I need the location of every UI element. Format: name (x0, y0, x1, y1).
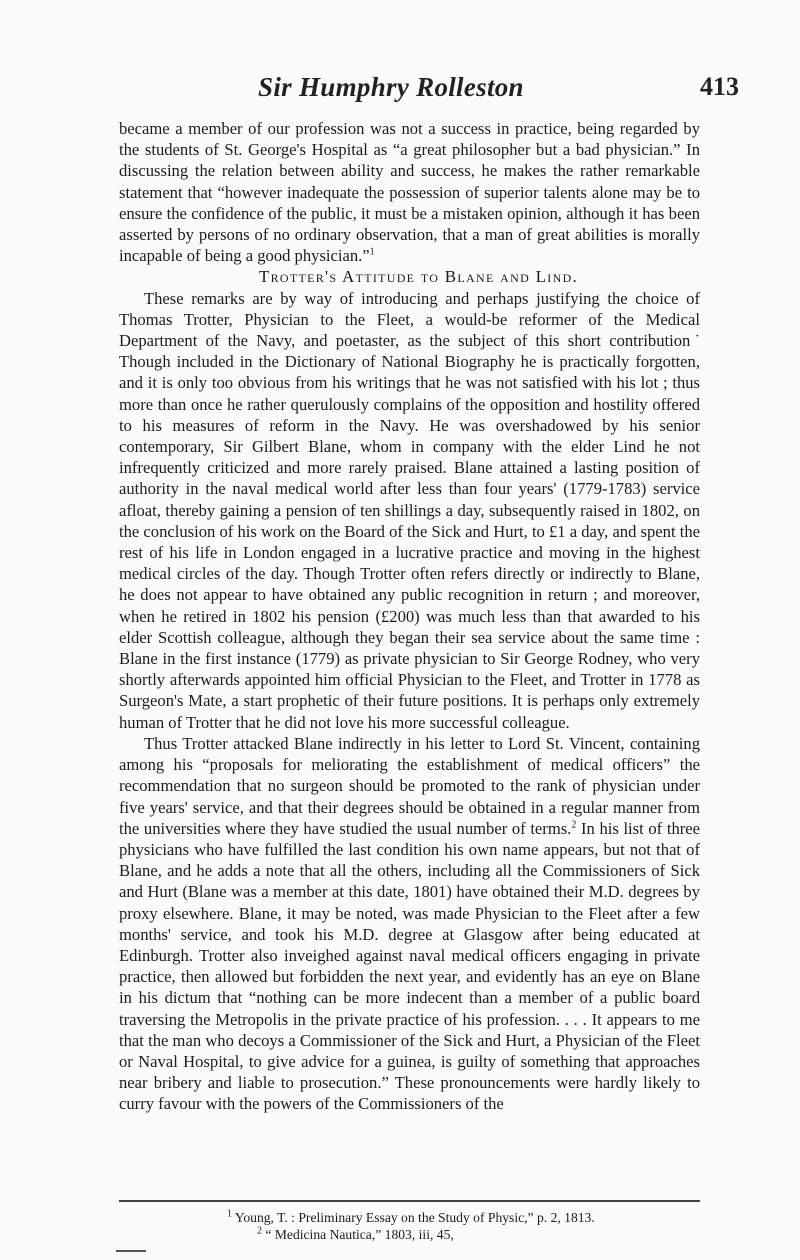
footnote-1 (119, 1209, 700, 1226)
page-header (0, 72, 800, 112)
body-text (119, 118, 700, 1115)
scan-edge-mark (116, 1250, 146, 1252)
footnote-2 (119, 1226, 700, 1243)
section-heading: Trotter's Attitude to Blane and Lind. (258, 267, 579, 287)
page-number: 413 (700, 72, 739, 101)
footnote-ref-2: 2 (571, 819, 577, 831)
footnotes (119, 1209, 700, 1243)
footnote-ref-1: 1 (369, 246, 375, 258)
paragraph-1 (119, 118, 700, 266)
paragraph-3-text: Thus Trotter attacked Blane indirectly in his letter to Lord St. Vincent, containing among his “proposals for meliorating the establishment of medical officers” the recommendation that no surgeon should be promoted to the rank of physician under five years' service, and that their degrees should be obtained in a regular manner from the universities where they have studied the usual number of terms. (119, 733, 700, 838)
paragraph-1-text: became a member of our profession was not a success in practice, being regarded by the students of St. George's Hospital as “a great philosopher but a bad physician.” In discussing the relation between ability and success, he makes the rather remarkable statement that “however inadequate the possession of superior talents alone may be to ensure the confidence of the public, it must be a mistaken opinion, although it has been asserted by persons of no ordinary observation, that a man of great abilities is morally incapable of being a good physician.” (119, 119, 700, 266)
running-head: Sir Humphry Rolleston (258, 72, 524, 102)
paragraph-2: These remarks are by way of introducing and perhaps justifying the choice of Thomas Trotter, Physician to the Fleet, a would-be reformer of the Medical Department of the Navy, and poetaster, as the subject of this short contribution˙ Though included in the Dictionary of National Biography he is practically forgotten, and it is only too obvious from his writings that he was not satisfied with his lot ; thus more than once he rather querulously complains of the opposition and hostility offered to his measures of reform in the Navy. He was overshadowed by his senior contemporary, Sir Gilbert Blane, whom in company with the elder Lind he not infrequently criticized and more rarely praised. Blane attained a lasting position of authority in the naval medical world after less than four years' (1779-1783) service afloat, thereby gaining a pension of ten shillings a day, subsequently raised in 1802, on the conclusion of his work on the Board of the Sick and Hurt, to £1 a day, and spent the rest of his life in London engaged in a lucrative practice and moving in the highest medical circles of the day. Though Trotter often refers directly or indirectly to Blane, he does not appear to have obtained any public recognition in return ; and moreover, when he retired in 1802 his pension (£200) was much less than that awarded to his elder Scottish colleague, although they began their sea service about the same time : Blane in the first instance (1779) as private physician to Sir George Rodney, who very shortly afterwards appointed him official Physician to the Fleet, and Trotter in 1778 as Surgeon's Mate, a start prophetic of their future positions. It is perhaps only extremely human of Trotter that he did not love his more successful colleague. (119, 288, 700, 732)
footnote-2-text: “ Medicina Nautica,” 1803, iii, 45, (262, 1227, 454, 1242)
paragraph-3 (119, 733, 700, 1115)
paragraph-3-continued: In his list of three physicians who have fulfilled the last condition his own name appears, but not that of Blane, and he adds a note that all the others, including all the Commissioners of Sick and Hurt (Blane was a member at this date, 1801) have obtained their M.D. degrees by proxy elsewhere. Blane, it may be noted, was made Physician to the Fleet after a few months' service, and took his M.D. degree at Glasgow after being educated at Edinburgh. Trotter also inveighed against naval medical officers engaging in private practice, then allowed but forbidden the next year, and evidently has an eye on Blane in his dictum that “nothing can be more indecent than a member of a public board traversing the Metropolis in the private practice of his profession. . . . It appears to me that the man who decoys a Commissioner of the Sick and Hurt, a Physician of the Fleet or Naval Hospital, to give advice for a guinea, is guilty of something that approaches near bribery and liable to prosecution.” These pronouncements were hardly likely to curry favour with the powers of the Commissioners of the (119, 818, 700, 1114)
footnote-1-text: Young, T. : Preliminary Essay on the Study of Physic,” p. 2, 1813. (232, 1210, 595, 1225)
footnote-2-mark: 2 (257, 1225, 262, 1237)
footnote-rule (119, 1200, 700, 1202)
footnote-1-mark: 1 (227, 1208, 232, 1220)
